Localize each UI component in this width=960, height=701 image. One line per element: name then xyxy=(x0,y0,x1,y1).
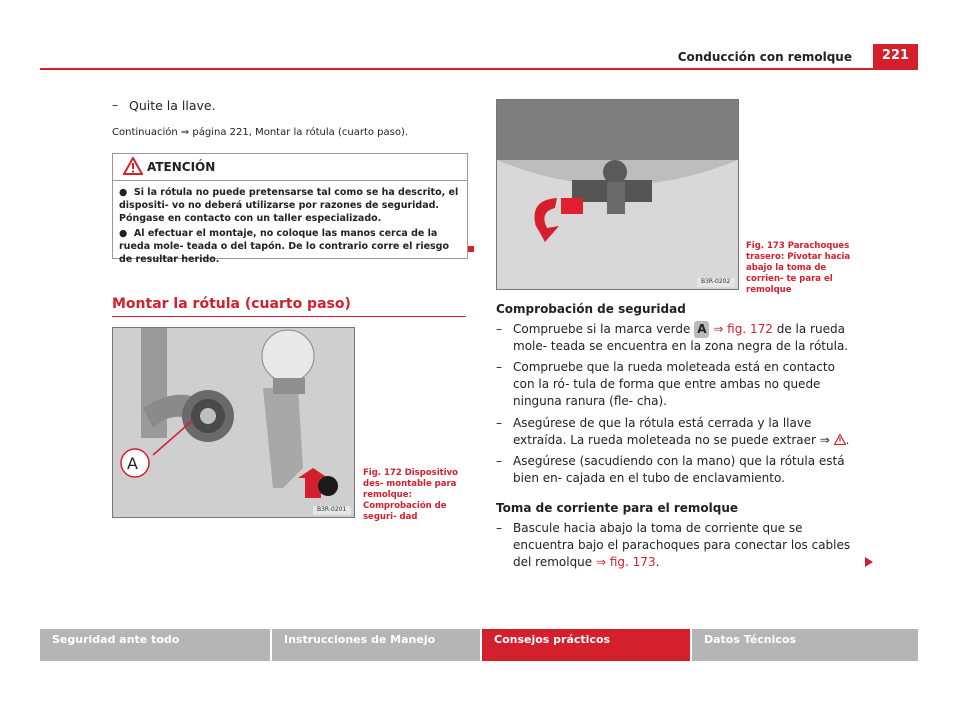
warning-item: ● Si la rótula no puede pretensarse tal como se ha descrito, el dispositi- vo no deberá utilizarse por razones de seguridad. Póngase en contacto con un taller especializado. xyxy=(119,187,459,224)
check-item: – Asegúrese (sacudiendo con la mano) que la rótula está bien en- cajada en el tubo de enclavamiento. xyxy=(496,454,845,485)
continue-arrow-icon xyxy=(865,557,873,567)
header-rule xyxy=(40,68,918,70)
subheading-trailer-socket: Toma de corriente para el remolque xyxy=(496,501,739,515)
figure-code: B3R-0201 xyxy=(317,506,347,513)
check-item: – Asegúrese de que la rótula está cerrada y la llave extraída. La rueda moleteada no se puede extraer ⇒ . xyxy=(496,416,850,447)
footer-tab-safety[interactable]: Seguridad ante todo xyxy=(40,629,270,661)
fig-172-link[interactable]: ⇒ fig. 172 xyxy=(713,322,773,336)
footer-tab-technical-data[interactable]: Datos Técnicos xyxy=(692,629,918,661)
warning-body xyxy=(113,181,467,267)
check-item: – Compruebe que la rueda moleteada está en contacto con la ró- tula de forma que entre ambas no quede ninguna ranura (fle- cha). xyxy=(496,360,835,408)
figure-173-bumper xyxy=(496,99,739,290)
figure-label-a: A xyxy=(127,454,138,473)
step-text: Quite la llave. xyxy=(129,98,216,113)
fig-173-link[interactable]: ⇒ fig. 173 xyxy=(596,555,656,569)
marker-a-badge: A xyxy=(694,321,709,338)
figure-173-caption: Fig. 173 Parachoques trasero: Pivotar hacia abajo la toma de corrien- te para el remolque xyxy=(746,241,851,295)
check-item: – Compruebe si la marca verde A ⇒ fig. 172 de la rueda mole- teada se encuentra en la zona negra de la rótula. xyxy=(496,322,849,353)
step-dash: – xyxy=(112,98,118,112)
footer-tab-practical-tips[interactable]: Consejos prácticos xyxy=(482,629,690,661)
tow-hitch-illustration xyxy=(113,328,354,517)
warning-triangle-icon xyxy=(123,157,143,175)
warning-box xyxy=(112,153,468,265)
section-rule xyxy=(112,316,466,317)
step-remove-key xyxy=(112,97,466,114)
warning-triangle-icon[interactable] xyxy=(834,434,846,445)
figure-172-tow-hitch xyxy=(112,327,355,518)
continuation-note: Continuación ⇒ página 221, Montar la rótula (cuarto paso). xyxy=(112,127,409,138)
end-marker xyxy=(468,246,474,252)
subheading-safety-check: Comprobación de seguridad xyxy=(496,302,686,316)
page-header-title: Conducción con remolque xyxy=(677,50,852,64)
footer-tab-instructions[interactable]: Instrucciones de Manejo xyxy=(272,629,480,661)
warning-title: ATENCIÓN xyxy=(147,160,216,174)
figure-code: B3R-0202 xyxy=(701,278,731,285)
bumper-illustration xyxy=(497,100,738,289)
page-number: 221 xyxy=(873,44,918,68)
warning-item: ● Al efectuar el montaje, no coloque las manos cerca de la rueda mole- teada o del tapón. De lo contrario corre el riesgo de resultar herido. xyxy=(119,228,450,265)
section-title: Montar la rótula (cuarto paso) xyxy=(112,296,351,312)
warning-header xyxy=(113,154,467,181)
socket-item: – Bascule hacia abajo la toma de corriente que se encuentra bajo el parachoques para conectar los cables del remolque ⇒ fig. 173. xyxy=(496,521,851,569)
figure-172-caption: Fig. 172 Dispositivo des- montable para remolque: Comprobación de seguri- dad xyxy=(363,468,458,522)
